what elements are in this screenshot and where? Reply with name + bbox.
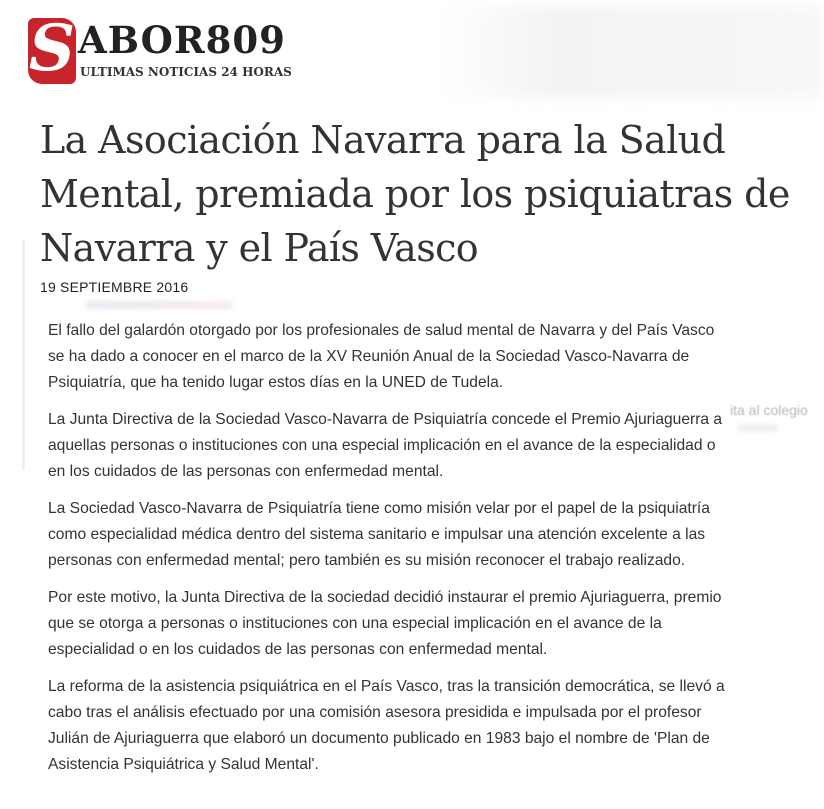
blurred-byline (86, 301, 232, 309)
site-name: ABOR809 (78, 18, 286, 62)
article-date: 19 SEPTIEMBRE 2016 (40, 279, 189, 295)
blurred-header-background (440, 6, 824, 98)
faded-sidebar-link: ita al colegio (730, 402, 808, 418)
logo-letter: S (28, 11, 76, 86)
site-logo[interactable] (28, 11, 318, 86)
article-paragraph: Por este motivo, la Junta Directiva de la sociedad decidió instaurar el premio Ajuriaguerra, premio que se otorga a personas o instituciones con una especial implicación en el avance de la especialidad o en los cuidados de las personas con enfermedad mental. (48, 589, 722, 658)
site-tagline: ULTIMAS NOTICIAS 24 HORAS (80, 65, 292, 79)
article-paragraph: La Junta Directiva de la Sociedad Vasco-Navarra de Psiquiatría concede el Premio Ajuriaguerra a aquellas personas o instituciones con una especial implicación en el avance de la especialidad o en los cuidados de las personas con enfermedad mental. (48, 411, 723, 480)
article-body (48, 318, 728, 789)
logo-mark-icon (28, 11, 76, 86)
faded-sidebar-line (738, 424, 778, 432)
article-title: La Asociación Navarra para la Salud Mental, premiada por los psiquiatras de Navarra y el País Vasco (40, 118, 790, 270)
article-paragraph: La Sociedad Vasco-Navarra de Psiquiatría tiene como misión velar por el papel de la psiquiatría como especialidad médica dentro del sistema sanitario e impulsar una atención excelente a las personas con enfermedad mental; pero también es su misión reconocer el trabajo realizado. (48, 500, 710, 569)
article-paragraph: La reforma de la asistencia psiquiátrica en el País Vasco, tras la transición democrática, se llevó a cabo tras el análisis efectuado por una comisión asesora presidida e impulsada por el profesor Julián de Ajuriaguerra que elaboró un documento publicado en 1983 bajo el nombre de 'Plan de Asistencia Psiquiátrica y Salud Mental'. (48, 678, 725, 773)
article-paragraph: El fallo del galardón otorgado por los profesionales de salud mental de Navarra y del País Vasco se ha dado a conocer en el marco de la XV Reunión Anual de la Sociedad Vasco-Navarra de Psiquiatría, que ha tenido lugar estos días en la UNED de Tudela. (48, 322, 715, 391)
blurred-side-shadow (22, 240, 25, 470)
